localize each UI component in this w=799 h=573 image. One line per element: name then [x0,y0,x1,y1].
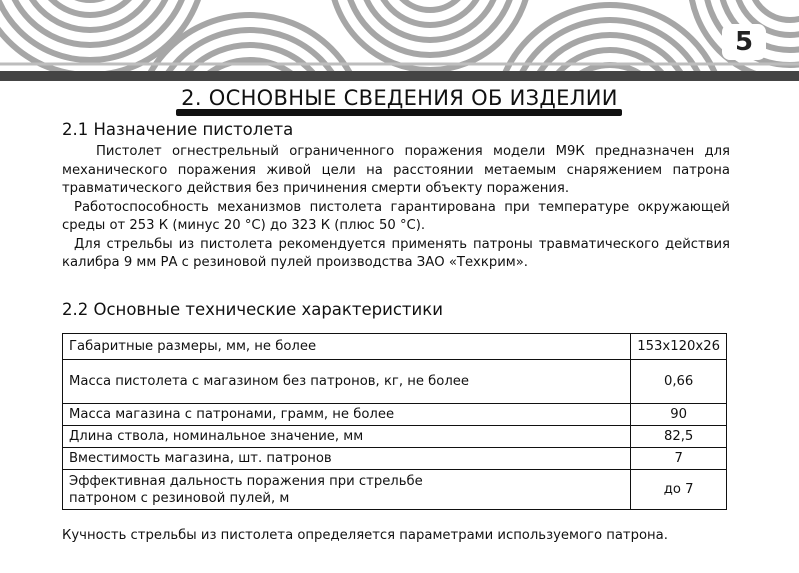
spec-value: 153x120x26 [631,334,727,360]
spec-value: до 7 [631,470,727,510]
spec-label: Вместимость магазина, шт. патронов [63,448,631,470]
table-row [63,448,727,470]
spec-label: Длина ствола, номинальное значение, мм [63,426,631,448]
table-row [63,470,727,510]
paragraph-ammunition: Для стрельбы из пистолета рекомендуется применять патроны травматического действия калибра 9 мм РА с резиновой пулей производства ЗАО «Техкрим». [62,236,730,270]
spec-label: Габаритные размеры, мм, не более [63,334,631,360]
page-number: 5 [722,24,766,60]
section-2-1-text [62,143,730,273]
spec-value: 90 [631,404,727,426]
table-row [63,360,727,404]
paragraph-purpose: Пистолет огнестрельный ограниченного поражения модели М9К предназначен для механического поражения живой цели на расстоянии метаемым снаряжением патрона травматического действия без причинения смерти объекту поражения. [62,144,730,196]
spec-label: Масса магазина с патронами, грамм, не более [63,404,631,426]
table-row [63,404,727,426]
footer-note: Кучность стрельбы из пистолета определяется параметрами используемого патрона. [62,528,668,543]
table-row [63,334,727,360]
paragraph-temperature: Работоспособность механизмов пистолета гарантирована при температуре окружающей среды от 253 К (минус 20 °С) до 323 К (плюс 50 °С). [62,199,730,233]
section-2-1-title: 2.1 Назначение пистолета [62,120,294,139]
spec-label: Масса пистолета с магазином без патронов, кг, не более [63,360,631,404]
heading-underline [176,109,622,116]
spec-value: 82,5 [631,426,727,448]
section-2-2-title: 2.2 Основные технические характеристики [62,300,443,319]
spec-label: Эффективная дальность поражения при стрельбе патроном с резиновой пулей, м [63,470,631,510]
section-heading: 2. ОСНОВНЫЕ СВЕДЕНИЯ ОБ ИЗДЕЛИИ [181,86,618,110]
spec-value: 0,66 [631,360,727,404]
spec-value: 7 [631,448,727,470]
table-row [63,426,727,448]
specs-table [62,333,727,510]
header-band [0,71,799,81]
